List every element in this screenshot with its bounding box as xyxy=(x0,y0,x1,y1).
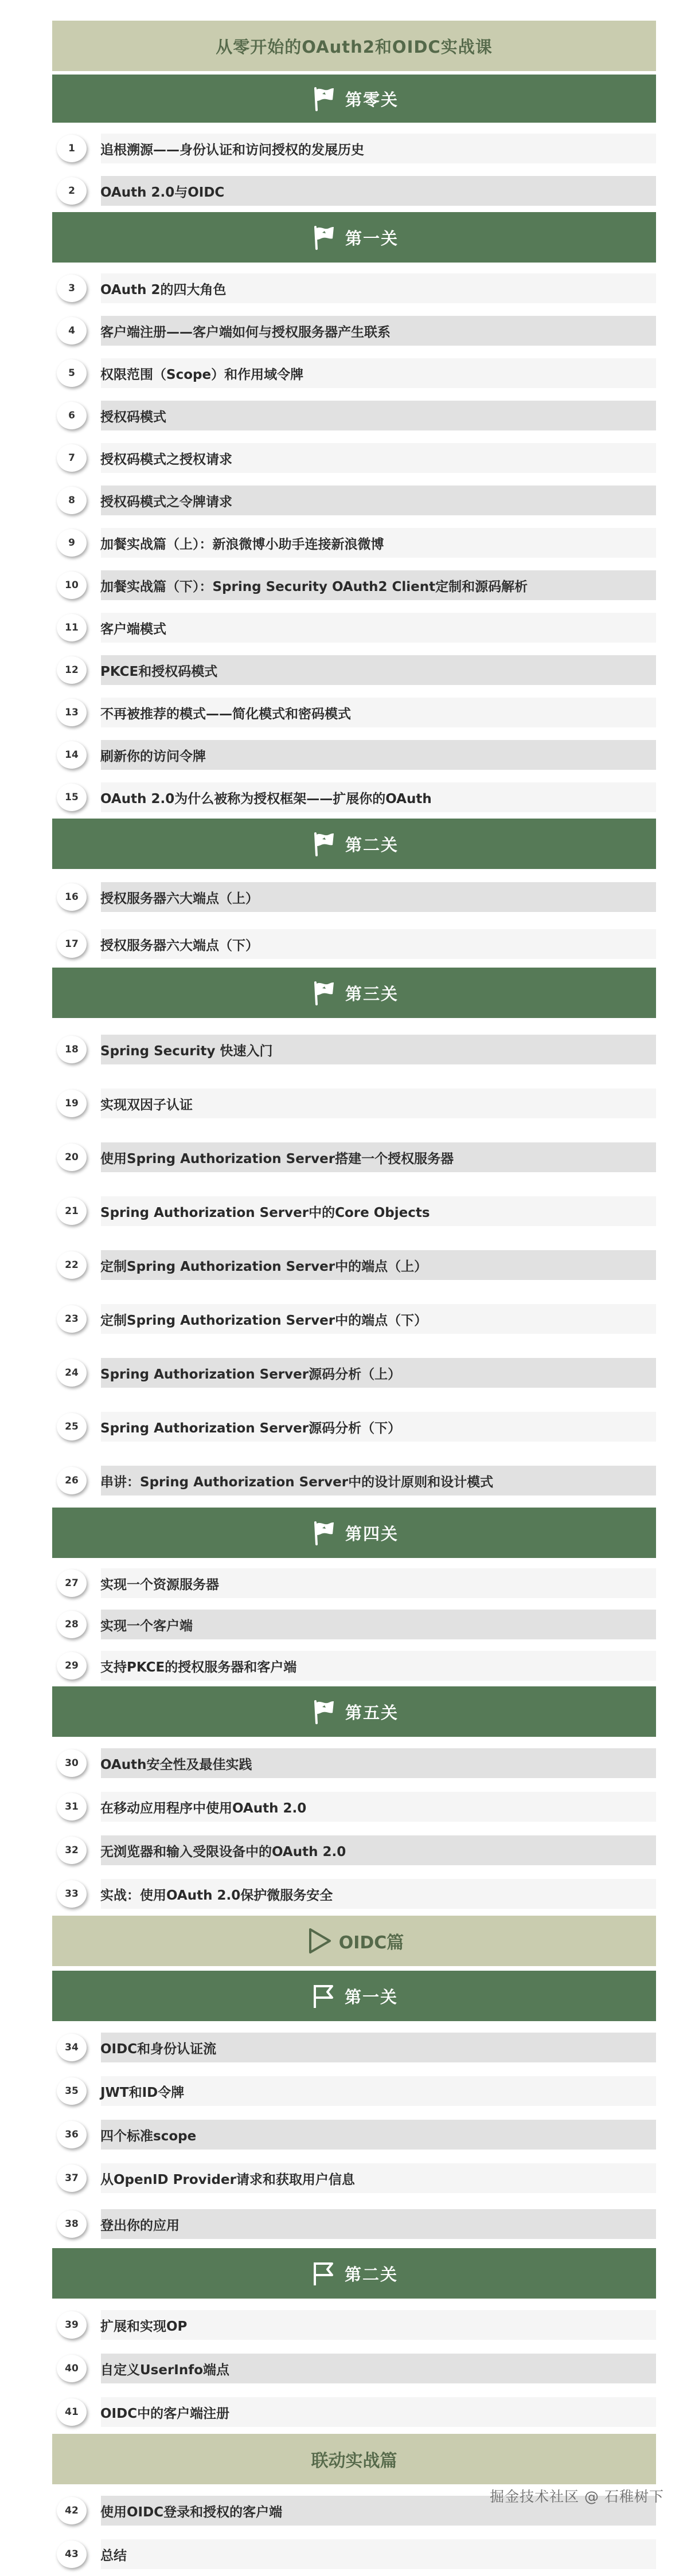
lesson-number-badge: 33 xyxy=(57,1880,87,1908)
lesson-item[interactable] xyxy=(52,2069,656,2113)
course-title: 从零开始的OAuth2和OIDC实战课 xyxy=(52,21,656,71)
flag-outline-icon xyxy=(310,2260,337,2287)
course-outline xyxy=(52,21,656,2576)
lesson-number-badge: 16 xyxy=(57,883,87,911)
section-title: 联动实战篇 xyxy=(311,2451,397,2471)
lesson-number-badge: 18 xyxy=(57,1036,87,1063)
lesson-title: Spring Authorization Server中的Core Objects xyxy=(100,1205,430,1220)
lesson-number-badge: 14 xyxy=(57,741,87,769)
section-header xyxy=(52,1508,656,1558)
section-title: 第一关 xyxy=(345,228,399,248)
lesson-item[interactable] xyxy=(52,310,656,352)
lesson-title: PKCE和授权码模式 xyxy=(100,664,218,679)
lesson-number-badge: 35 xyxy=(57,2077,87,2105)
lesson-title: 无浏览器和输入受限设备中的OAuth 2.0 xyxy=(100,1844,346,1859)
lesson-item[interactable] xyxy=(52,437,656,479)
lesson-item[interactable] xyxy=(52,1785,656,1829)
lesson-item[interactable] xyxy=(52,691,656,734)
play-icon xyxy=(305,1926,334,1956)
lesson-number-badge: 30 xyxy=(57,1749,87,1777)
lesson-title: 加餐实战篇（下）：Spring Security OAuth2 Client定制和源码解析 xyxy=(100,579,528,594)
lesson-number-badge: 7 xyxy=(57,444,87,472)
lesson-item[interactable] xyxy=(52,1741,656,1785)
lesson-item[interactable] xyxy=(52,734,656,776)
lesson-item[interactable] xyxy=(52,1130,656,1184)
lesson-number-badge: 19 xyxy=(57,1090,87,1117)
lesson-title: 使用Spring Authorization Server搭建一个授权服务器 xyxy=(100,1151,454,1166)
lesson-title: 串讲：Spring Authorization Server中的设计原则和设计模式 xyxy=(100,1474,494,1490)
section-title: 第四关 xyxy=(345,1524,399,1544)
lesson-number-badge: 36 xyxy=(57,2121,87,2148)
lesson-item[interactable] xyxy=(52,1023,656,1076)
flag-icon xyxy=(310,830,337,858)
lesson-item[interactable] xyxy=(52,2026,656,2069)
lesson-number-badge: 32 xyxy=(57,1837,87,1864)
lesson-item[interactable] xyxy=(52,352,656,394)
lesson-number-badge: 6 xyxy=(57,402,87,429)
lesson-item[interactable] xyxy=(52,1346,656,1400)
lesson-title: OAuth 2.0与OIDC xyxy=(100,185,225,200)
lesson-item[interactable] xyxy=(52,267,656,310)
lesson-item[interactable] xyxy=(52,2156,656,2200)
lesson-number-badge: 4 xyxy=(57,317,87,344)
lesson-title: 追根溯源——身份认证和访问授权的发展历史 xyxy=(100,142,364,158)
lesson-item[interactable] xyxy=(52,1238,656,1292)
lesson-item[interactable] xyxy=(52,1292,656,1346)
lesson-item[interactable] xyxy=(52,2200,656,2248)
section-list xyxy=(52,75,656,2576)
lesson-number-badge: 38 xyxy=(57,2210,87,2238)
lesson-number-badge: 15 xyxy=(57,784,87,811)
lesson-item[interactable] xyxy=(52,776,656,819)
lesson-title: Spring Authorization Server源码分析（下） xyxy=(100,1420,401,1436)
lesson-number-badge: 17 xyxy=(57,930,87,958)
lesson-number-badge: 24 xyxy=(57,1359,87,1387)
lesson-number-badge: 23 xyxy=(57,1305,87,1333)
lesson-number-badge: 3 xyxy=(57,275,87,302)
lesson-title: 在移动应用程序中使用OAuth 2.0 xyxy=(100,1800,307,1816)
lesson-title: 四个标准scope xyxy=(100,2128,197,2144)
lesson-number-badge: 5 xyxy=(57,359,87,387)
lesson-number-badge: 21 xyxy=(57,1197,87,1225)
lesson-item[interactable] xyxy=(52,2303,656,2347)
lesson-item[interactable] xyxy=(52,170,656,212)
lesson-title: 定制Spring Authorization Server中的端点（上） xyxy=(100,1259,428,1274)
lesson-title: 不再被推荐的模式——简化模式和密码模式 xyxy=(100,706,351,722)
lesson-item[interactable] xyxy=(52,479,656,522)
lesson-title: 刷新你的访问令牌 xyxy=(100,749,206,764)
lesson-number-badge: 27 xyxy=(57,1569,87,1597)
lesson-title: 从OpenID Provider请求和获取用户信息 xyxy=(100,2172,355,2187)
lesson-number-badge: 8 xyxy=(57,487,87,514)
lesson-title: 登出你的应用 xyxy=(100,2218,179,2233)
lesson-number-badge: 25 xyxy=(57,1413,87,1440)
lesson-number-badge: 28 xyxy=(57,1611,87,1638)
section-header xyxy=(52,75,656,123)
flag-icon xyxy=(310,85,337,112)
lesson-number-badge: 26 xyxy=(57,1467,87,1494)
lesson-number-badge: 31 xyxy=(57,1793,87,1821)
lesson-title: 使用OIDC登录和授权的客户端 xyxy=(100,2504,283,2520)
lesson-title: 实现双因子认证 xyxy=(100,1097,193,1113)
lesson-item[interactable] xyxy=(52,1184,656,1238)
lesson-number-badge: 42 xyxy=(57,2497,87,2524)
lesson-number-badge: 43 xyxy=(57,2540,87,2568)
lesson-item[interactable] xyxy=(52,921,656,968)
lesson-item[interactable] xyxy=(52,522,656,564)
lesson-title: 授权服务器六大端点（下） xyxy=(100,938,259,953)
lesson-title: 支持PKCE的授权服务器和客户端 xyxy=(100,1659,297,1675)
lesson-title: 实战：使用OAuth 2.0保护微服务安全 xyxy=(100,1888,333,1903)
lesson-number-badge: 22 xyxy=(57,1251,87,1279)
lesson-title: 实现一个客户端 xyxy=(100,1618,193,1634)
section-title: 第五关 xyxy=(345,1702,399,1722)
flag-icon xyxy=(310,224,337,251)
lesson-title: 授权码模式之授权请求 xyxy=(100,452,232,467)
section-header xyxy=(52,212,656,263)
lesson-title: OIDC中的客户端注册 xyxy=(100,2406,230,2421)
section-header xyxy=(52,2434,656,2484)
section-title: 第一关 xyxy=(344,1987,398,2007)
lesson-item[interactable] xyxy=(52,2347,656,2390)
lesson-title: OIDC和身份认证流 xyxy=(100,2041,217,2057)
lesson-item[interactable] xyxy=(52,2532,656,2576)
lesson-item[interactable] xyxy=(52,1563,656,1604)
lesson-item[interactable] xyxy=(52,2390,656,2434)
lesson-title: 总结 xyxy=(100,2548,127,2563)
lesson-title: OAuth 2的四大角色 xyxy=(100,282,227,297)
lesson-title: OAuth 2.0为什么被称为授权框架——扩展你的OAuth xyxy=(100,791,432,807)
lesson-item[interactable] xyxy=(52,1645,656,1686)
lesson-title: JWT和ID令牌 xyxy=(100,2085,185,2100)
lesson-title: 扩展和实现OP xyxy=(100,2319,188,2334)
lesson-number-badge: 20 xyxy=(57,1144,87,1171)
lesson-number-badge: 37 xyxy=(57,2164,87,2192)
section-title: 第二关 xyxy=(344,2264,398,2284)
section-header xyxy=(52,1916,656,1966)
lesson-number-badge: 12 xyxy=(57,656,87,684)
section-title: 第零关 xyxy=(345,89,399,109)
lesson-title: 加餐实战篇（上）：新浪微博小助手连接新浪微博 xyxy=(100,537,384,552)
lesson-item[interactable] xyxy=(52,127,656,170)
lesson-item[interactable] xyxy=(52,1829,656,1872)
lesson-item[interactable] xyxy=(52,1400,656,1454)
lesson-number-badge: 10 xyxy=(57,571,87,599)
section-header xyxy=(52,819,656,869)
lesson-item[interactable] xyxy=(52,394,656,437)
section-title: 第二关 xyxy=(345,835,399,855)
section-header xyxy=(52,1971,656,2021)
lesson-number-badge: 13 xyxy=(57,699,87,726)
lesson-title: 客户端模式 xyxy=(100,621,166,637)
section-title: 第三关 xyxy=(345,984,399,1004)
lesson-title: 授权码模式 xyxy=(100,409,166,425)
lesson-title: 授权码模式之令牌请求 xyxy=(100,494,232,510)
lesson-title: 实现一个资源服务器 xyxy=(100,1577,219,1592)
lesson-item[interactable] xyxy=(52,1076,656,1130)
lesson-number-badge: 11 xyxy=(57,614,87,641)
flag-outline-icon xyxy=(310,1983,337,2009)
lesson-title: 定制Spring Authorization Server中的端点（下） xyxy=(100,1313,428,1328)
lesson-title: Spring Security 快速入门 xyxy=(100,1043,273,1059)
lesson-item[interactable] xyxy=(52,649,656,691)
section-header xyxy=(52,968,656,1018)
section-header xyxy=(52,1686,656,1737)
lesson-item[interactable] xyxy=(52,1604,656,1645)
lesson-number-badge: 39 xyxy=(57,2311,87,2339)
watermark-text: 掘金技术社区 @ 石稚树下 xyxy=(490,2488,664,2505)
lesson-title: 权限范围（Scope）和作用域令牌 xyxy=(100,367,304,382)
lesson-title: 自定义UserInfo端点 xyxy=(100,2362,230,2378)
lesson-number-badge: 2 xyxy=(57,177,87,205)
lesson-item[interactable] xyxy=(52,564,656,606)
flag-icon xyxy=(310,979,337,1007)
flag-icon xyxy=(310,1519,337,1547)
lesson-item[interactable] xyxy=(52,2113,656,2156)
lesson-number-badge: 1 xyxy=(57,135,87,162)
lesson-number-badge: 40 xyxy=(57,2355,87,2382)
lesson-item[interactable] xyxy=(52,1872,656,1916)
lesson-item[interactable] xyxy=(52,1454,656,1508)
lesson-number-badge: 9 xyxy=(57,529,87,557)
lesson-number-badge: 29 xyxy=(57,1652,87,1680)
section-header xyxy=(52,2248,656,2299)
flag-icon xyxy=(310,1698,337,1725)
lesson-number-badge: 34 xyxy=(57,2034,87,2061)
lesson-title: 客户端注册——客户端如何与授权服务器产生联系 xyxy=(100,324,391,340)
lesson-item[interactable] xyxy=(52,874,656,921)
lesson-number-badge: 41 xyxy=(57,2398,87,2426)
lesson-title: Spring Authorization Server源码分析（上） xyxy=(100,1367,401,1382)
lesson-title: 授权服务器六大端点（上） xyxy=(100,891,259,906)
lesson-item[interactable] xyxy=(52,606,656,649)
lesson-title: OAuth安全性及最佳实践 xyxy=(100,1757,252,1772)
section-title: OIDC篇 xyxy=(338,1933,404,1953)
